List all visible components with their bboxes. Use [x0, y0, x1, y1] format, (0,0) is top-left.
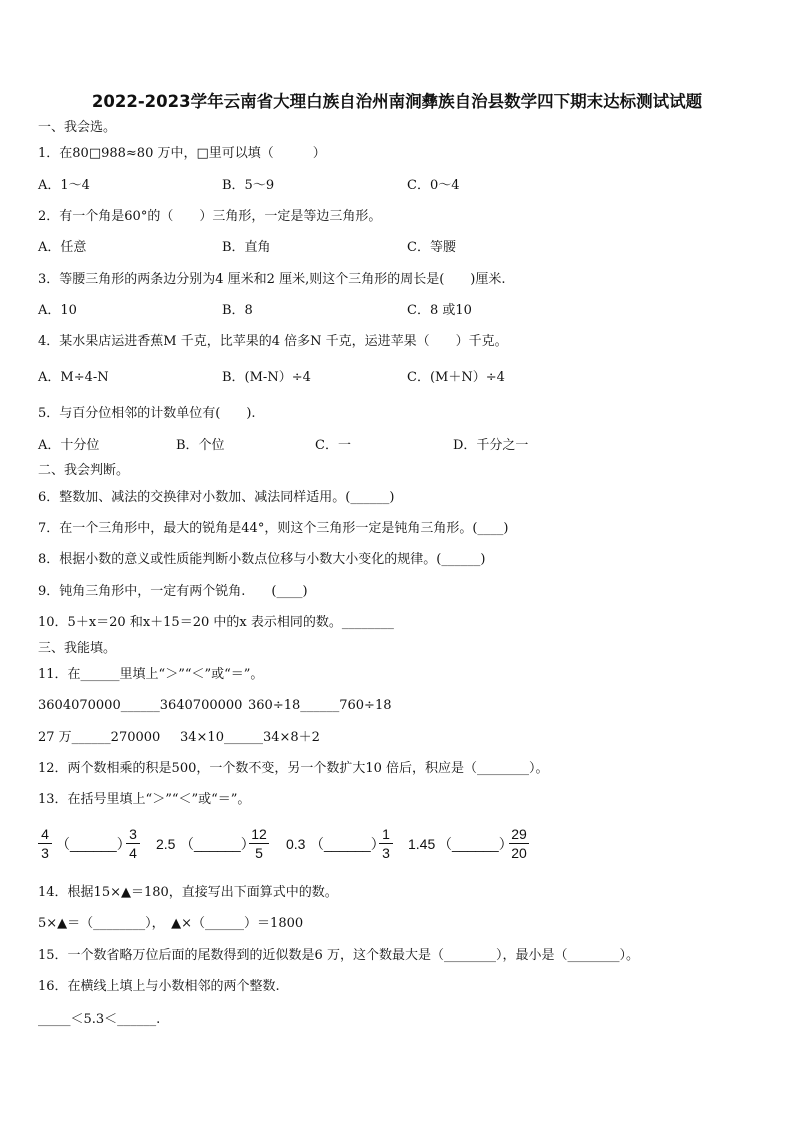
fraction-three-quarters	[126, 826, 140, 861]
question-5-stem: 5．与百分位相邻的计数单位有( ).	[38, 406, 256, 421]
numerator: 1	[382, 826, 390, 842]
section-heading-fill: 三、我能填。	[38, 641, 117, 656]
question-4-option-b: B．(M-N）÷4	[222, 370, 311, 385]
question-2-option-a: A．任意	[38, 240, 87, 255]
comparison-blank: （______）	[180, 836, 255, 852]
question-4-stem: 4．某水果店运进香蕉M 千克，比苹果的4 倍多N 千克，运进苹果（ ）千克。	[38, 334, 508, 349]
numerator: 4	[41, 826, 49, 842]
question-3-option-c: C．8 或10	[407, 303, 472, 318]
question-14-equations: 5×▲＝（________）， ▲×（______）＝1800	[38, 916, 304, 931]
question-11-item: 34×10______34×8＋2	[180, 730, 320, 745]
decimal-value: 0.3	[286, 836, 306, 852]
question-1-option-c: C．0～4	[407, 178, 460, 193]
fraction-four-thirds	[38, 826, 52, 861]
question-5-option-a: A．十分位	[38, 438, 100, 453]
comparison-blank: （______）	[56, 836, 131, 852]
denominator: 3	[382, 845, 390, 861]
numerator: 12	[251, 826, 267, 842]
question-11-stem: 11．在______里填上“＞”“＜”或“＝”。	[38, 667, 264, 682]
denominator: 5	[255, 845, 263, 861]
question-5-option-b: B．个位	[176, 438, 225, 453]
section-heading-judge: 二、我会判断。	[38, 463, 130, 478]
fraction-twentynine-twentieths	[509, 826, 529, 861]
denominator: 20	[511, 845, 527, 861]
question-10: 10．5＋x＝20 和x＋15＝20 中的x 表示相同的数。________	[38, 615, 394, 630]
question-11-item: 3604070000______3640700000	[38, 698, 243, 713]
question-13-stem: 13．在括号里填上“＞”“＜”或“＝”。	[38, 792, 251, 807]
page-title: 2022-2023学年云南省大理白族自治州南涧彝族自治县数学四下期末达标测试试题	[91, 92, 703, 111]
question-14-stem: 14．根据15×▲＝180，直接写出下面算式中的数。	[38, 885, 338, 900]
section-heading-choice: 一、我会选。	[38, 120, 117, 135]
denominator: 4	[129, 845, 137, 861]
question-1-option-a: A．1～4	[38, 178, 90, 193]
question-1-stem: 1．在80□988≈80 万中，□里可以填（ ）	[38, 146, 326, 161]
question-3-stem: 3．等腰三角形的两条边分别为4 厘米和2 厘米,则这个三角形的周长是( )厘米.	[38, 272, 506, 287]
question-2-option-c: C．等腰	[407, 240, 456, 255]
question-5-option-d: D．千分之一	[453, 438, 529, 453]
question-16-stem: 16．在横线上填上与小数相邻的两个整数.	[38, 979, 280, 994]
comparison-blank: （______）	[438, 836, 513, 852]
question-1-option-b: B．5～9	[222, 178, 275, 193]
question-3-option-b: B．8	[222, 303, 253, 318]
question-7: 7．在一个三角形中，最大的锐角是44°，则这个三角形一定是钝角三角形。(____)	[38, 521, 509, 536]
question-9: 9．钝角三角形中，一定有两个锐角. (____)	[38, 584, 308, 599]
decimal-value: 2.5	[156, 836, 176, 852]
denominator: 3	[41, 845, 49, 861]
question-4-option-c: C．(M＋N）÷4	[407, 370, 505, 385]
question-8: 8．根据小数的意义或性质能判断小数点位移与小数大小变化的规律。(______)	[38, 552, 486, 567]
numerator: 3	[129, 826, 137, 842]
fraction-one-third	[379, 826, 393, 861]
question-11-item: 27 万______270000	[38, 730, 161, 745]
question-3-option-a: A．10	[38, 303, 77, 318]
comparison-blank: （______）	[310, 836, 385, 852]
question-5-option-c: C．一	[315, 438, 351, 453]
fraction-twelve-fifths	[249, 826, 269, 861]
question-2-option-b: B．直角	[222, 240, 271, 255]
decimal-value: 1.45	[408, 836, 436, 852]
question-2-stem: 2．有一个角是60°的（ ）三角形，一定是等边三角形。	[38, 209, 382, 224]
numerator: 29	[511, 826, 527, 842]
question-6: 6．整数加、减法的交换律对小数加、减法同样适用。(______)	[38, 490, 395, 505]
question-11-item: 360÷18______760÷18	[248, 698, 392, 713]
question-15: 15．一个数省略万位后面的尾数得到的近似数是6 万，这个数最大是（________），最小是（________）。	[38, 948, 639, 963]
question-4-option-a: A．M÷4-N	[38, 370, 109, 385]
question-12: 12．两个数相乘的积是500，一个数不变，另一个数扩大10 倍后，积应是（________）。	[38, 761, 549, 776]
question-16-answer-line: _____＜5.3＜______.	[38, 1012, 161, 1027]
